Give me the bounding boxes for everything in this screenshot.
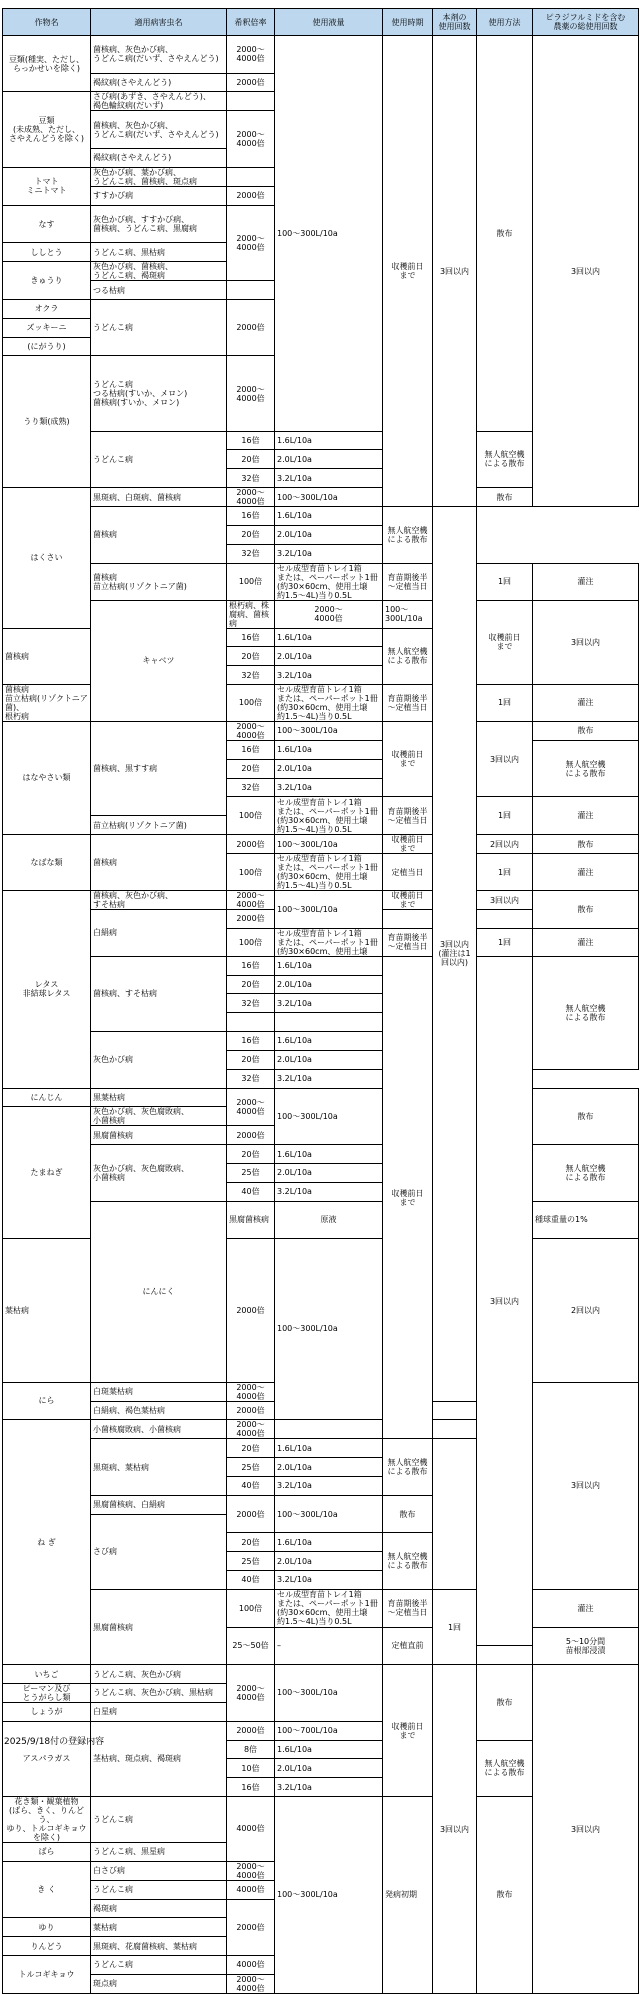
table-cell: 定植直前 xyxy=(383,1627,433,1665)
table-cell: 白星病 xyxy=(91,1702,227,1721)
table-cell: 32倍 xyxy=(227,778,275,797)
footer-note: 2025/9/18付の登録内容 xyxy=(4,1737,105,1747)
table-cell: ゆり xyxy=(3,1918,91,1937)
table-cell: 収穫前日 まで xyxy=(383,36,433,507)
table-cell: たまねぎ xyxy=(3,1107,91,1238)
table-row xyxy=(3,891,639,910)
table-cell: 2.0L/10a xyxy=(275,1552,383,1571)
table-cell: 灰色かび病、すすかび病、 菌核病、うどんこ病、黒腐病 xyxy=(91,205,227,243)
table-cell: 20倍 xyxy=(227,1145,275,1164)
table-row xyxy=(3,1201,639,1238)
table-cell: 葉枯病 xyxy=(91,1918,227,1937)
table-cell: 3.2L/10a xyxy=(275,666,383,685)
table-cell: 20倍 xyxy=(227,1050,275,1069)
table-cell: 40倍 xyxy=(227,1571,275,1590)
table-cell: 灌注 xyxy=(533,928,639,956)
table-cell: 定植当日 xyxy=(383,854,433,891)
table-row xyxy=(3,1145,639,1164)
table-cell: 白絹病 xyxy=(91,910,227,957)
table-cell: 灌注 xyxy=(533,854,639,891)
table-cell: 灌注 xyxy=(533,797,639,835)
table-cell: 散布 xyxy=(477,1797,533,1994)
table-cell: 育苗期後半 ～定植当日 xyxy=(383,797,433,835)
table-cell: 無人航空機 による散布 xyxy=(383,507,433,563)
table-cell: 3回以内 xyxy=(433,1665,477,1994)
table-cell: いちご xyxy=(3,1665,91,1684)
table-cell: 2.0L/10a xyxy=(275,1759,383,1778)
table-cell: 20倍 xyxy=(227,1533,275,1552)
table-row xyxy=(3,835,639,854)
table-cell: ね ぎ xyxy=(3,1420,91,1665)
table-cell: 2000～ 4000倍 xyxy=(227,1088,275,1126)
table-cell: 100～700L/10a xyxy=(275,1721,383,1740)
table-cell: セル成型育苗トレイ1箱 または、ペーパーポット1冊 (約30×60cm、使用土壌 約1.5～4L)当り0.5L xyxy=(275,563,383,600)
table-cell: 100～300L/10a xyxy=(275,1088,383,1145)
table-cell: さび病 xyxy=(91,1514,227,1589)
table-cell: 収穫前日 まで xyxy=(383,956,433,1439)
table-cell: キャベツ xyxy=(91,600,227,721)
table-cell: レタス 非結球レタス xyxy=(3,891,91,1089)
table-cell: うどんこ病、灰色かび病 xyxy=(91,1665,227,1684)
table-cell: 黒斑病、花腐菌核病、葉枯病 xyxy=(91,1937,227,1956)
table-cell: 無人航空機 による散布 xyxy=(383,1533,433,1589)
table-cell: 灌注 xyxy=(533,684,639,721)
table-cell: うどんこ病 xyxy=(91,1880,227,1899)
table-cell: うり類(成熟) xyxy=(3,356,91,488)
table-cell: きゅうり xyxy=(3,262,91,300)
table-cell: 10倍 xyxy=(227,1759,275,1778)
table-cell: 2.0L/10a xyxy=(275,450,383,469)
table-cell: 16倍 xyxy=(227,740,275,759)
table-cell: 100～300L/10a xyxy=(383,600,433,628)
table-cell: 褐紋病(さやえんどう) xyxy=(91,149,227,168)
table-row xyxy=(3,1665,639,1684)
table-cell: はくさい xyxy=(3,488,91,628)
table-cell: 16倍 xyxy=(227,628,275,647)
table-cell: 収穫前日 まで xyxy=(477,600,533,684)
table-cell xyxy=(275,1420,383,1439)
table-cell: 菌核病、すそ枯病 xyxy=(91,956,227,1031)
table-cell: 3回以内 xyxy=(477,956,533,1646)
table-cell: アスパラガス xyxy=(3,1721,91,1796)
table-cell: 25倍 xyxy=(227,1458,275,1477)
table-cell: トルコギキョウ xyxy=(3,1956,91,1994)
table-cell: 16倍 xyxy=(227,1032,275,1051)
table-cell: うどんこ病 xyxy=(91,299,227,355)
header-target: 適用病害虫名 xyxy=(91,9,227,36)
table-cell: 2.0L/10a xyxy=(275,759,383,778)
table-row xyxy=(3,36,639,55)
table-cell: 花き類・観葉植物 (ばら、きく、りんどう、 ゆり、トルコギキョウ を除く) xyxy=(3,1797,91,1843)
table-cell: 豆類(種実、ただし、 らっかせいを除く) xyxy=(3,36,91,92)
table-cell: 2000倍 xyxy=(227,1126,275,1145)
table-cell: 灌注 xyxy=(533,563,639,600)
table-cell: 葉枯病 xyxy=(3,1238,91,1382)
table-cell: うどんこ病、灰色かび病、黒枯病 xyxy=(91,1683,227,1702)
header-row xyxy=(3,9,639,36)
table-cell: 種球重量の1% xyxy=(533,1201,639,1238)
table-cell: 3.2L/10a xyxy=(275,544,383,563)
header-dilution: 希釈倍率 xyxy=(227,9,275,36)
table-row xyxy=(3,563,639,600)
table-cell: 3回以内 xyxy=(433,36,477,507)
table-cell: 育苗期後半 ～定植当日 xyxy=(383,928,433,956)
table-cell: 2回以内 xyxy=(477,835,533,854)
table-cell: にら xyxy=(3,1382,91,1420)
table-cell: 8倍 xyxy=(227,1740,275,1759)
table-cell: 育苗期後半 ～定植当日 xyxy=(383,563,433,600)
table-cell: 100～300L/10a xyxy=(275,1797,383,1994)
table-cell: 100～300L/10a xyxy=(275,36,383,432)
table-cell: 小菌核腐敗病、小菌核病 xyxy=(91,1420,227,1439)
table-cell: 2.0L/10a xyxy=(275,647,383,666)
table-cell: 100～300L/10a xyxy=(275,1495,383,1533)
table-cell: 2000倍 xyxy=(227,1721,275,1740)
table-cell: 褐斑病 xyxy=(91,1899,227,1918)
table-cell: 1.6L/10a xyxy=(275,740,383,759)
table-cell: 原液 xyxy=(275,1201,383,1238)
table-cell: 100～300L/10a xyxy=(275,891,383,929)
table-cell: 無人航空機 による散布 xyxy=(477,1740,533,1796)
table-cell: 菌核病 xyxy=(3,628,91,684)
table-cell: 4000倍 xyxy=(227,1880,275,1899)
table-cell: うどんこ病、黒枯病 xyxy=(91,243,227,262)
table-body xyxy=(3,36,639,1994)
table-row xyxy=(3,1589,639,1608)
table-cell: 16倍 xyxy=(227,1778,275,1797)
table-cell: 3.2L/10a xyxy=(275,1571,383,1590)
table-cell: 黒腐菌核病、白絹病 xyxy=(91,1495,227,1514)
table-cell: 25倍 xyxy=(227,1552,275,1571)
table-cell: 2000倍 xyxy=(227,1495,275,1533)
table-cell: うどんこ病 xyxy=(91,431,227,487)
table-cell: 菌核病 xyxy=(91,835,227,891)
table-cell: 2000～ 4000倍 xyxy=(227,36,275,74)
table-cell: 散布 xyxy=(533,891,639,929)
header-count: 本剤の 使用回数 xyxy=(433,9,477,36)
table-cell: 100倍 xyxy=(227,928,275,956)
table-cell: ばら xyxy=(3,1843,91,1862)
table-cell: はなやさい類 xyxy=(3,721,91,834)
table-cell: 32倍 xyxy=(227,544,275,563)
table-cell: 3回以内 xyxy=(533,36,639,507)
table-cell: 100倍 xyxy=(227,854,275,891)
header-crop: 作物名 xyxy=(3,9,91,36)
table-cell: セル成型育苗トレイ1箱 または、ペーパーポット1冊 (約30×60cm、使用土壌 約1.5～4L)当り0.5L xyxy=(275,684,383,721)
table-cell: うどんこ病 xyxy=(91,1797,227,1843)
table-cell: 無人航空機 による散布 xyxy=(533,740,639,796)
table-cell: 菌核病 苗立枯病(リゾクトニア菌)、 根朽病 xyxy=(3,684,91,721)
table-cell: 3.2L/10a xyxy=(275,1477,383,1496)
table-cell: 散布 xyxy=(533,1088,639,1145)
registration-table xyxy=(2,8,639,1994)
table-cell: 2000倍 xyxy=(227,1401,275,1420)
table-cell: 32倍 xyxy=(227,1069,275,1088)
table-cell: 菌核病、灰色かび病、 すそ枯病 xyxy=(91,891,227,910)
table-cell: 収穫前日 まで xyxy=(383,891,433,910)
table-cell: 灰色かび病、菌核病、 うどんこ病、褐斑病 xyxy=(91,262,227,281)
table-cell: 3回以内 xyxy=(477,891,533,910)
table-cell: すすかび病 xyxy=(91,186,227,205)
table-cell: なす xyxy=(3,205,91,243)
table-cell: 苗立枯病(リゾクトニア菌) xyxy=(91,816,227,835)
table-cell: 100～300L/10a xyxy=(275,835,383,854)
table-cell: 1.6L/10a xyxy=(275,507,383,526)
table-cell: 灰色かび病、灰色腐敗病、 小菌核病 xyxy=(91,1145,227,1201)
table-cell: 2000～ 4000倍 xyxy=(227,1382,275,1401)
table-cell: 20倍 xyxy=(227,759,275,778)
table-cell: 白さび病 xyxy=(91,1861,227,1880)
table-cell: 2000～ 4000倍 xyxy=(227,356,275,431)
table-cell: 3.2L/10a xyxy=(275,1778,383,1797)
table-cell: 16倍 xyxy=(227,956,275,975)
table-cell: 黒腐菌核病 xyxy=(91,1589,227,1664)
table-cell: 2回以内 xyxy=(533,1238,639,1382)
table-cell: 灰色かび病、灰色腐敗病、 小菌核病 xyxy=(91,1107,227,1126)
table-cell: 3.2L/10a xyxy=(275,778,383,797)
table-cell: 2000～ 4000倍 xyxy=(227,111,275,167)
table-cell: 20倍 xyxy=(227,647,275,666)
table-cell: ピーマン及び とうがらし類 xyxy=(3,1683,91,1702)
table-cell: 25倍 xyxy=(227,1163,275,1182)
table-cell: 菌核病 xyxy=(91,507,227,563)
table-cell: 2.0L/10a xyxy=(275,975,383,994)
table-row xyxy=(3,507,639,526)
table-header xyxy=(3,9,639,36)
table-cell: 2000～ 4000倍 xyxy=(227,1861,275,1880)
table-cell: 2.0L/10a xyxy=(275,525,383,544)
table-cell: りんどう xyxy=(3,1937,91,1956)
table-cell: うどんこ病、黒星病 xyxy=(91,1843,227,1862)
table-cell: 2000～ 4000倍 xyxy=(227,205,275,280)
table-cell: セル成型育苗トレイ1箱 または、ペーパーポット1冊 (約30×60cm、使用土壌 xyxy=(275,928,383,956)
table-cell xyxy=(275,1013,383,1032)
table-cell: 3.2L/10a xyxy=(275,1069,383,1088)
table-cell: 32倍 xyxy=(227,469,275,488)
table-cell: 2000倍 xyxy=(227,835,275,854)
table-cell: 1.6L/10a xyxy=(275,1439,383,1458)
table-cell: 育苗期後半 ～定植当日 xyxy=(383,1589,433,1627)
table-cell: 4000倍 xyxy=(227,1956,275,1975)
table-cell: 5～10分間 苗根部浸漬 xyxy=(533,1627,639,1665)
table-cell: 100倍 xyxy=(227,797,275,835)
table-cell: 発病初期 xyxy=(383,1797,433,1994)
table-cell: 豆類 (未成熟、ただし、 さやえんどうを除く) xyxy=(3,92,91,167)
table-cell: 2000～ 4000倍 xyxy=(275,600,383,628)
header-timing: 使用時期 xyxy=(383,9,433,36)
table-cell: 菌核病、黒すす病 xyxy=(91,721,227,815)
table-cell: (にがうり) xyxy=(3,337,91,356)
table-cell: 3回以内 xyxy=(533,600,639,684)
table-cell: 菌核病、灰色かび病、 うどんこ病(だいず、さやえんどう) xyxy=(91,111,227,149)
table-cell: 3回以内 xyxy=(533,1665,639,1994)
table-cell: 散布 xyxy=(477,1665,533,1740)
table-cell: 3回以内 (灌注は1回以内) xyxy=(433,507,477,1402)
table-cell: 3.2L/10a xyxy=(275,469,383,488)
header-total-count: ピラジフルミドを含む 農薬の総使用回数 xyxy=(533,9,639,36)
table-cell: 茎枯病、斑点病、褐斑病 xyxy=(91,1721,227,1796)
table-cell: – xyxy=(275,1627,383,1665)
table-cell: 40倍 xyxy=(227,1477,275,1496)
table-cell: 100倍 xyxy=(227,684,275,721)
table-cell: しょうが xyxy=(3,1702,91,1721)
table-cell: うどんこ病 xyxy=(91,1956,227,1975)
table-cell: 100～300L/10a xyxy=(275,721,383,740)
table-cell: 100～300L/10a xyxy=(275,1665,383,1722)
table-cell: 2000倍 xyxy=(227,299,275,355)
table-cell: 1回 xyxy=(477,854,533,891)
table-cell: 32倍 xyxy=(227,666,275,685)
table-cell: 2.0L/10a xyxy=(275,1458,383,1477)
table-row xyxy=(3,1088,639,1107)
table-cell: 黒斑病、葉枯病 xyxy=(91,1439,227,1495)
table-cell xyxy=(433,1420,477,1439)
table-cell: 黒斑病、白斑病、菌核病 xyxy=(91,488,227,507)
table-cell: にんにく xyxy=(91,1201,227,1382)
table-cell: ししとう xyxy=(3,243,91,262)
table-cell: 1.6L/10a xyxy=(275,1145,383,1164)
table-cell: 100～300L/10a xyxy=(275,488,383,507)
table-cell: 2.0L/10a xyxy=(275,1163,383,1182)
table-row xyxy=(3,600,639,628)
table-row xyxy=(3,721,639,740)
table-cell: 黒腐菌核病 xyxy=(91,1126,227,1145)
table-cell: 20倍 xyxy=(227,975,275,994)
header-volume: 使用液量 xyxy=(275,9,383,36)
table-cell: 2000倍 xyxy=(227,1238,275,1382)
table-cell: 菌核病 苗立枯病(リゾクトニア菌) xyxy=(91,563,227,600)
table-cell: 4000倍 xyxy=(227,1797,275,1862)
table-cell: 1回 xyxy=(477,797,533,835)
table-cell: 散布 xyxy=(533,835,639,854)
table-cell: 育苗期後半 ～定植当日 xyxy=(383,684,433,721)
table-cell: セル成型育苗トレイ1箱 または、ペーパーポット1冊 (約30×60cm、使用土壌 約1.5～4L)当り0.5L xyxy=(275,854,383,891)
table-cell: 無人航空機 による散布 xyxy=(477,431,533,487)
table-cell: 散布 xyxy=(533,721,639,740)
header-method: 使用方法 xyxy=(477,9,533,36)
table-cell: 20倍 xyxy=(227,1439,275,1458)
table-cell: 16倍 xyxy=(227,507,275,526)
table-cell: 2000～ 4000倍 xyxy=(227,1420,275,1439)
table-cell: つる枯病 xyxy=(91,281,227,300)
table-cell: 3.2L/10a xyxy=(275,994,383,1013)
table-cell: 2.0L/10a xyxy=(275,1050,383,1069)
table-cell: 3回以内 xyxy=(533,1382,639,1589)
table-cell: 灰色かび病 xyxy=(91,1032,227,1088)
table-cell: 斑点病 xyxy=(91,1974,227,1993)
table-cell: 16倍 xyxy=(227,431,275,450)
table-cell: 3.2L/10a xyxy=(275,1182,383,1201)
table-cell: 散布 xyxy=(477,488,533,507)
table-cell: 2000倍 xyxy=(227,910,275,929)
table-cell: 20倍 xyxy=(227,450,275,469)
table-cell: ズッキーニ xyxy=(3,318,91,337)
table-cell: 32倍 xyxy=(227,994,275,1013)
table-cell: 1回 xyxy=(477,928,533,956)
table-cell: 菌核病、灰色かび病、 うどんこ病(だいず、さやえんどう) xyxy=(91,36,227,74)
table-cell: なばな類 xyxy=(3,835,91,891)
table-cell: 1.6L/10a xyxy=(275,1533,383,1552)
table-cell: 散布 xyxy=(383,1495,433,1533)
table-cell: 40倍 xyxy=(227,1182,275,1201)
table-cell: 1.6L/10a xyxy=(275,956,383,975)
table-cell: 2000～ 4000倍 xyxy=(227,721,275,740)
table-cell: トマト ミニトマト xyxy=(3,167,91,205)
table-cell: 黒腐菌核病 xyxy=(227,1201,275,1238)
table-cell xyxy=(227,1013,275,1032)
table-cell: 100倍 xyxy=(227,1589,275,1627)
table-cell: 散布 xyxy=(477,36,533,432)
table-cell: 1回 xyxy=(477,563,533,600)
table-cell: 2000～ 4000倍 xyxy=(227,1974,275,1993)
table-cell: うどんこ病 つる枯病(すいか、メロン) 菌核病(すいか、メロン) xyxy=(91,356,227,431)
table-cell: 収穫前日 まで xyxy=(383,721,433,796)
table-cell: 無人航空機 による散布 xyxy=(383,1439,433,1495)
table-cell: 収穫前日 まで xyxy=(383,835,433,854)
table-cell: 1回 xyxy=(433,1589,477,1664)
table-cell: 白斑葉枯病 xyxy=(91,1382,227,1401)
table-cell: 灰色かび病、葉かび病、 うどんこ病、菌核病、斑点病 xyxy=(91,167,227,186)
table-cell: 25～50倍 xyxy=(227,1627,275,1665)
table-cell: 2000～ 4000倍 xyxy=(227,1665,275,1722)
table-cell: 灌注 xyxy=(533,1589,639,1627)
table-cell: さび病(あずき、さやえんどう)、 褐色輪紋病(だいず) xyxy=(91,92,227,111)
table-cell: オクラ xyxy=(3,299,91,318)
table-cell: 1.6L/10a xyxy=(275,1032,383,1051)
table-cell: 1回 xyxy=(477,684,533,721)
table-cell: 黒葉枯病 xyxy=(91,1088,227,1107)
table-cell: 100～300L/10a xyxy=(275,1238,383,1420)
table-cell: 2000～ 4000倍 xyxy=(227,488,275,507)
table-cell: き く xyxy=(3,1861,91,1918)
table-cell: 根朽病、株腐病、菌核病 xyxy=(227,600,275,628)
table-cell: セル成型育苗トレイ1箱 または、ペーパーポット1冊 (約30×60cm、使用土壌 約1.5～4L)当り0.5L xyxy=(275,797,383,835)
table-cell: 20倍 xyxy=(227,525,275,544)
table-cell: 収穫前日 まで xyxy=(383,1665,433,1797)
table-cell: 2000倍 xyxy=(227,1899,275,1955)
table-cell: 1.6L/10a xyxy=(275,1740,383,1759)
table-cell: 褐紋病(さやえんどう) xyxy=(91,73,227,92)
table-cell: 1.6L/10a xyxy=(275,431,383,450)
table-cell: 無人航空機 による散布 xyxy=(383,628,433,684)
table-cell: にんじん xyxy=(3,1088,91,1107)
table-cell: 2000倍 xyxy=(227,186,275,205)
table-cell: 100倍 xyxy=(227,563,275,600)
table-cell: 2000～ 4000倍 xyxy=(227,891,275,910)
table-cell: 無人航空機 による散布 xyxy=(533,1145,639,1201)
table-cell: 白絹病、褐色葉枯病 xyxy=(91,1401,227,1420)
table-cell: 無人航空機 による散布 xyxy=(533,956,639,1069)
table-cell: 3回以内 xyxy=(477,721,533,796)
table-cell: 1.6L/10a xyxy=(275,628,383,647)
table-cell: 2000倍 xyxy=(227,73,275,92)
table-cell: セル成型育苗トレイ1箱 または、ペーパーポット1冊 (約30×60cm、使用土壌 約1.5～4L)当り0.5L xyxy=(275,1589,383,1627)
table-row xyxy=(3,956,639,975)
